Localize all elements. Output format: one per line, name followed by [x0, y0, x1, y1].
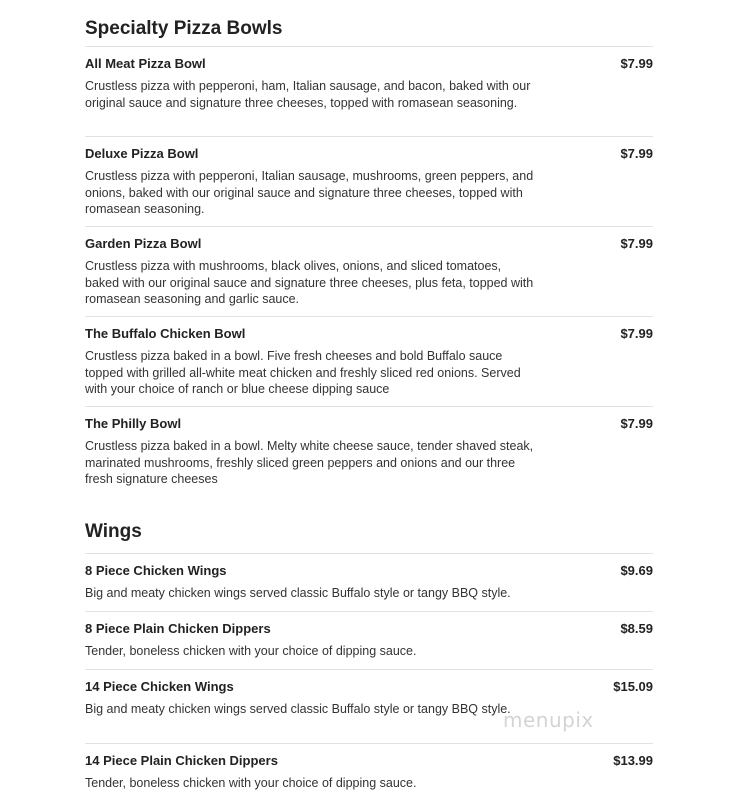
- menu-item: [85, 612, 653, 670]
- item-price: $15.09: [613, 679, 653, 694]
- item-description: Crustless pizza with pepperoni, Italian sausage, mushrooms, green peppers, and onions, baked with our original sauce and signature three cheeses, topped with romasean seasoning.: [85, 169, 534, 216]
- item-description: Crustless pizza with pepperoni, ham, Italian sausage, and bacon, baked with our original sauce and signature three cheeses, topped with romasean seasoning.: [85, 79, 531, 110]
- item-name: Deluxe Pizza Bowl: [85, 146, 199, 161]
- item-name: All Meat Pizza Bowl: [85, 56, 206, 71]
- menu-item: [85, 744, 653, 802]
- menu-item: [85, 317, 653, 407]
- item-price: $7.99: [620, 146, 653, 161]
- item-price: $13.99: [613, 753, 653, 768]
- item-description: Crustless pizza baked in a bowl. Five fresh cheeses and bold Buffalo sauce topped with grilled all-white meat chicken and freshly sliced red onions. Served with your choice of ranch or blue cheese dipping sauce: [85, 349, 521, 396]
- item-price: $7.99: [620, 56, 653, 71]
- item-description: Big and meaty chicken wings served classic Buffalo style or tangy BBQ style.: [85, 586, 511, 600]
- item-name: The Philly Bowl: [85, 416, 182, 431]
- item-price: $7.99: [620, 326, 653, 341]
- menu-item: [85, 407, 653, 497]
- item-price: $8.59: [620, 621, 653, 636]
- menu-item: [85, 227, 653, 317]
- item-price: $7.99: [620, 416, 653, 431]
- item-name: Garden Pizza Bowl: [85, 236, 202, 251]
- menu-page: [85, 0, 653, 802]
- menu-item: [85, 137, 653, 227]
- item-description: Tender, boneless chicken with your choice of dipping sauce.: [85, 776, 417, 790]
- item-description: Crustless pizza baked in a bowl. Melty white cheese sauce, tender shaved steak, marinated mushrooms, freshly sliced green peppers and onions and our three fresh signature cheeses: [85, 439, 534, 486]
- section-title-wings: Wings: [85, 517, 653, 554]
- specialty-pizza-bowls-list: [85, 47, 653, 497]
- section-title-specialty-pizza-bowls: Specialty Pizza Bowls: [85, 0, 653, 47]
- item-description: Crustless pizza with mushrooms, black olives, onions, and sliced tomatoes, baked with our original sauce and signature three cheeses, plus feta, topped with romasean seasoning and garlic sauce.: [85, 259, 534, 306]
- item-name: The Buffalo Chicken Bowl: [85, 326, 246, 341]
- menu-item: [85, 47, 653, 137]
- item-price: $7.99: [620, 236, 653, 251]
- menu-item: [85, 670, 653, 744]
- item-name: 14 Piece Chicken Wings: [85, 679, 234, 694]
- item-name: 14 Piece Plain Chicken Dippers: [85, 753, 278, 768]
- item-description: Tender, boneless chicken with your choice of dipping sauce.: [85, 644, 417, 658]
- menupix-watermark: menupix: [503, 708, 594, 732]
- item-price: $9.69: [620, 563, 653, 578]
- menu-item: [85, 554, 653, 612]
- item-name: 8 Piece Plain Chicken Dippers: [85, 621, 271, 636]
- wings-list: [85, 554, 653, 802]
- item-name: 8 Piece Chicken Wings: [85, 563, 227, 578]
- item-description: Big and meaty chicken wings served classic Buffalo style or tangy BBQ style.: [85, 702, 511, 716]
